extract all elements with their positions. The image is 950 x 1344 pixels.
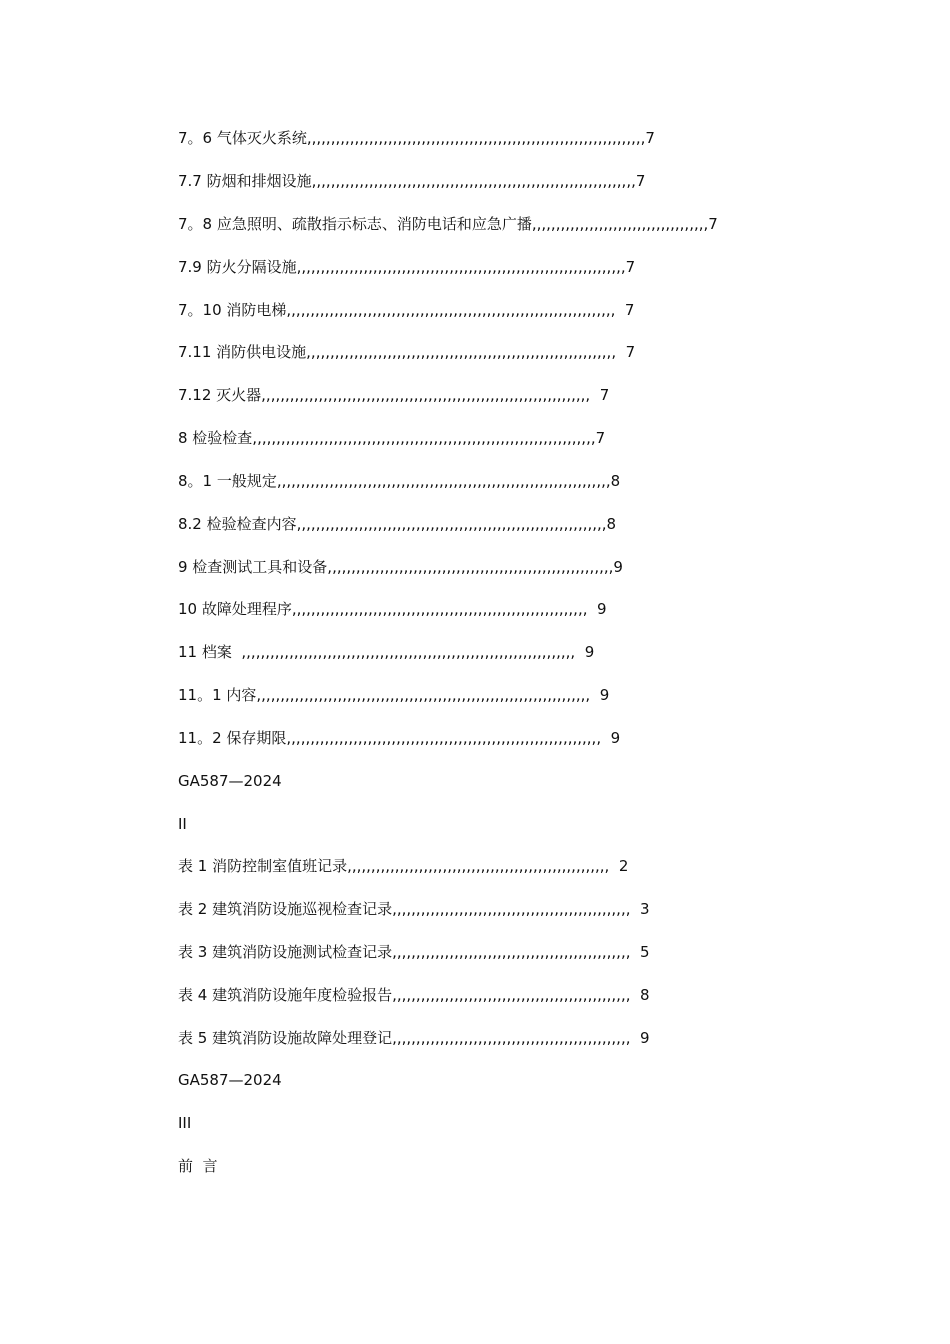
table-list-entry-2: 表 2 建筑消防设施巡视检查记录,,,,,,,,,,,,,,,,,,,,,,,,,,,,,,,,,,,,,,,,,,,,,,,,,, 3 xyxy=(178,900,650,918)
toc-entry-11: 11 档案 ,,,,,,,,,,,,,,,,,,,,,,,,,,,,,,,,,,,,,,,,,,,,,,,,,,,,,,,,,,,,,,,,,,,,,, 9 xyxy=(178,643,595,661)
table-list-entry-5: 表 5 建筑消防设施故障处理登记,,,,,,,,,,,,,,,,,,,,,,,,,,,,,,,,,,,,,,,,,,,,,,,,,, 9 xyxy=(178,1029,650,1047)
page-header-standard-code: GA587—2024 xyxy=(178,1071,282,1089)
table-list-entry-4: 表 4 建筑消防设施年度检验报告,,,,,,,,,,,,,,,,,,,,,,,,,,,,,,,,,,,,,,,,,,,,,,,,,, 8 xyxy=(178,986,650,1004)
toc-entry-7-8: 7。8 应急照明、疏散指示标志、消防电话和应急广播,,,,,,,,,,,,,,,,,,,,,,,,,,,,,,,,,,,,,7 xyxy=(178,215,718,233)
toc-entry-7-6: 7。6 气体灭火系统,,,,,,,,,,,,,,,,,,,,,,,,,,,,,,,,,,,,,,,,,,,,,,,,,,,,,,,,,,,,,,,,,,,,,,,7 xyxy=(178,129,655,147)
table-list-entry-3: 表 3 建筑消防设施测试检查记录,,,,,,,,,,,,,,,,,,,,,,,,,,,,,,,,,,,,,,,,,,,,,,,,,, 5 xyxy=(178,943,650,961)
toc-entry-7-7: 7.7 防烟和排烟设施,,,,,,,,,,,,,,,,,,,,,,,,,,,,,,,,,,,,,,,,,,,,,,,,,,,,,,,,,,,,,,,,,,,,7 xyxy=(178,172,646,190)
toc-entry-7-12: 7.12 灭火器,,,,,,,,,,,,,,,,,,,,,,,,,,,,,,,,,,,,,,,,,,,,,,,,,,,,,,,,,,,,,,,,,,,,, 7 xyxy=(178,386,610,404)
toc-entry-10: 10 故障处理程序,,,,,,,,,,,,,,,,,,,,,,,,,,,,,,,,,,,,,,,,,,,,,,,,,,,,,,,,,,,,,, 9 xyxy=(178,600,607,618)
toc-entry-7-11: 7.11 消防供电设施,,,,,,,,,,,,,,,,,,,,,,,,,,,,,,,,,,,,,,,,,,,,,,,,,,,,,,,,,,,,,,,,, 7 xyxy=(178,343,636,361)
toc-entry-9: 9 检查测试工具和设备,,,,,,,,,,,,,,,,,,,,,,,,,,,,,,,,,,,,,,,,,,,,,,,,,,,,,,,,,,,,9 xyxy=(178,558,623,576)
section-heading-foreword: 前 言 xyxy=(178,1157,218,1175)
page-number-roman: III xyxy=(178,1114,192,1132)
toc-entry-8: 8 检验检查,,,,,,,,,,,,,,,,,,,,,,,,,,,,,,,,,,,,,,,,,,,,,,,,,,,,,,,,,,,,,,,,,,,,,,,,7 xyxy=(178,429,606,447)
toc-entry-7-10: 7。10 消防电梯,,,,,,,,,,,,,,,,,,,,,,,,,,,,,,,,,,,,,,,,,,,,,,,,,,,,,,,,,,,,,,,,,,,,, 7 xyxy=(178,301,635,319)
toc-entry-8-2: 8.2 检验检查内容,,,,,,,,,,,,,,,,,,,,,,,,,,,,,,,,,,,,,,,,,,,,,,,,,,,,,,,,,,,,,,,,,8 xyxy=(178,515,617,533)
table-list-entry-1: 表 1 消防控制室值班记录,,,,,,,,,,,,,,,,,,,,,,,,,,,,,,,,,,,,,,,,,,,,,,,,,,,,,,, 2 xyxy=(178,857,629,875)
toc-entry-11-2: 11。2 保存期限,,,,,,,,,,,,,,,,,,,,,,,,,,,,,,,,,,,,,,,,,,,,,,,,,,,,,,,,,,,,,,,,,, 9 xyxy=(178,729,621,747)
page-header-standard-code: GA587—2024 xyxy=(178,772,282,790)
toc-entry-8-1: 8。1 一般规定,,,,,,,,,,,,,,,,,,,,,,,,,,,,,,,,,,,,,,,,,,,,,,,,,,,,,,,,,,,,,,,,,,,,,,8 xyxy=(178,472,621,490)
toc-entry-7-9: 7.9 防火分隔设施,,,,,,,,,,,,,,,,,,,,,,,,,,,,,,,,,,,,,,,,,,,,,,,,,,,,,,,,,,,,,,,,,,,,,7 xyxy=(178,258,636,276)
page-number-roman: II xyxy=(178,815,187,833)
toc-entry-11-1: 11。1 内容,,,,,,,,,,,,,,,,,,,,,,,,,,,,,,,,,,,,,,,,,,,,,,,,,,,,,,,,,,,,,,,,,,,,,, 9 xyxy=(178,686,610,704)
